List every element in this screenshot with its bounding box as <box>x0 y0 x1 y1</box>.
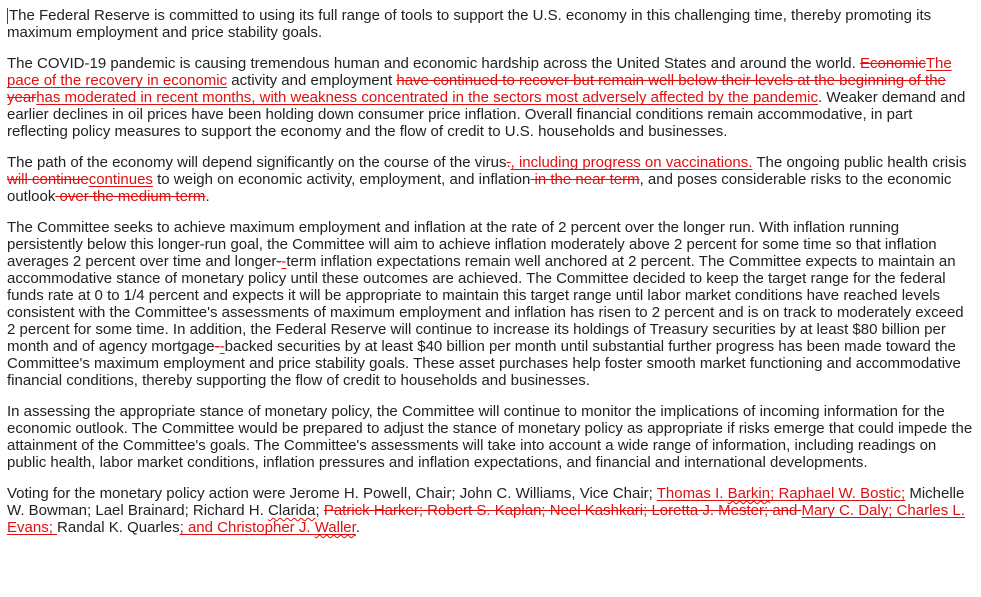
spellcheck-flagged-word: Barkin <box>727 485 771 502</box>
text-run: The Federal Reserve is committed to using its full range of tools to support the U.S. economy in this challenging time, thereby promoting its maximum employment and price stability goals. <box>7 7 932 41</box>
inserted-text: - <box>219 338 225 355</box>
inserted-text: Mary C. Daly; Charles L. Evans; <box>7 502 965 536</box>
text-run: The path of the economy will depend significantly on the course of the virus <box>7 154 507 171</box>
inserted-text: ; and Christopher J. <box>179 519 315 536</box>
inserted-text <box>315 519 356 536</box>
inserted-text: Thomas I. <box>656 485 728 502</box>
paragraph <box>7 485 973 536</box>
deleted-text: . <box>506 154 511 171</box>
inserted-text: has moderated in recent months, with weakness concentrated in the sectors most adversely affected by the pandemic <box>36 89 818 106</box>
text-run: to weigh on economic activity, employment, and inflation <box>152 171 531 188</box>
deleted-text: Patrick Harker; Robert S. Kaplan; Neel Kashkari; Loretta J. Mester; and <box>323 502 802 519</box>
text-run: . <box>205 188 210 205</box>
deleted-text: in the near term <box>530 171 640 188</box>
paragraph <box>7 7 973 41</box>
inserted-text: The pace of the recovery in economic <box>7 55 952 89</box>
inserted-text: - <box>281 253 287 270</box>
paragraph <box>7 403 973 471</box>
text-run: Michelle W. Bowman; Lael Brainard; Richard H. <box>7 485 965 519</box>
text-run: In assessing the appropriate stance of monetary policy, the Committee will continue to monitor the implications of incoming information for the economic outlook. The Committee would be prepared to adjust the stance of monetary policy as appropriate if risks emerge that could impede the attainment of the Committee's goals. The Committee's assessments will take into account a wide range of information, including readings on public health, labor market conditions, inflation pressures and inflation expectations, and financial and international developments. <box>7 403 973 471</box>
inserted-text <box>728 485 771 502</box>
text-run: The ongoing public health crisis <box>752 154 967 171</box>
text-run: , and poses considerable risks to the economic outlook <box>7 171 952 205</box>
text-run: Randal K. Quarles <box>57 519 180 536</box>
text-run: . <box>355 519 360 536</box>
deleted-text: Economic <box>859 55 926 72</box>
text-run: Voting for the monetary policy action were Jerome H. Powell, Chair; John C. Williams, Vice Chair; <box>7 485 657 502</box>
inserted-text: ; Raphael W. Bostic; <box>770 485 906 502</box>
inserted-text: , including progress on vaccinations. <box>510 154 753 171</box>
deleted-text: - <box>214 338 220 355</box>
deleted-text: - <box>276 253 282 270</box>
paragraph <box>7 154 973 205</box>
deleted-text: have continued to recover but remain well below their levels at the beginning of the year <box>7 72 946 106</box>
text-run: . Weaker demand and earlier declines in oil prices have been holding down consumer price inflation. Overall financial conditions remain accommodative, in part reflecting policy measures to support the economy and the flow of credit to U.S. households and businesses. <box>7 89 966 140</box>
text-run: ; <box>315 502 324 519</box>
spellcheck-flagged-word: Waller <box>314 519 356 536</box>
deleted-text: will continue <box>7 171 89 188</box>
paragraph <box>7 55 973 140</box>
paragraph <box>7 219 973 389</box>
text-run: term inflation expectations remain well anchored at 2 percent. The Committee expects to maintain an accommodative stance of monetary policy until these outcomes are achieved. The Committee decided to keep the target range for the federal funds rate at 0 to 1/4 percent and expects it will be appropriate to maintain this target range until labor market conditions have reached levels consistent with the Committee's assessments of maximum employment and inflation has risen to 2 percent and is on track to moderately exceed 2 percent for some time. In addition, the Federal Reserve will continue to increase its holdings of Treasury securities by at least $80 billion per month and of agency mortgage <box>7 253 964 355</box>
text-run: The Committee seeks to achieve maximum employment and inflation at the rate of 2 percent over the longer run. With inflation running persistently below this longer-run goal, the Committee will aim to achieve inflation moderately above 2 percent for some time so that inflation averages 2 percent over time and longer <box>7 219 937 270</box>
text-cursor <box>7 8 8 24</box>
deleted-text: over the medium term <box>55 188 206 205</box>
inserted-text: continues <box>88 171 153 188</box>
text-run: backed securities by at least $40 billion per month until substantial further progress has been made toward the Committee's maximum employment and price stability goals. These asset purchases help foster smooth market functioning and accommodative financial conditions, thereby supporting the flow of credit to households and businesses. <box>7 338 961 389</box>
text-run: activity and employment <box>227 72 397 89</box>
spellcheck-flagged-word: Clarida <box>267 502 316 519</box>
text-run: The COVID-19 pandemic is causing tremendous human and economic hardship across the United States and around the world. <box>7 55 860 72</box>
